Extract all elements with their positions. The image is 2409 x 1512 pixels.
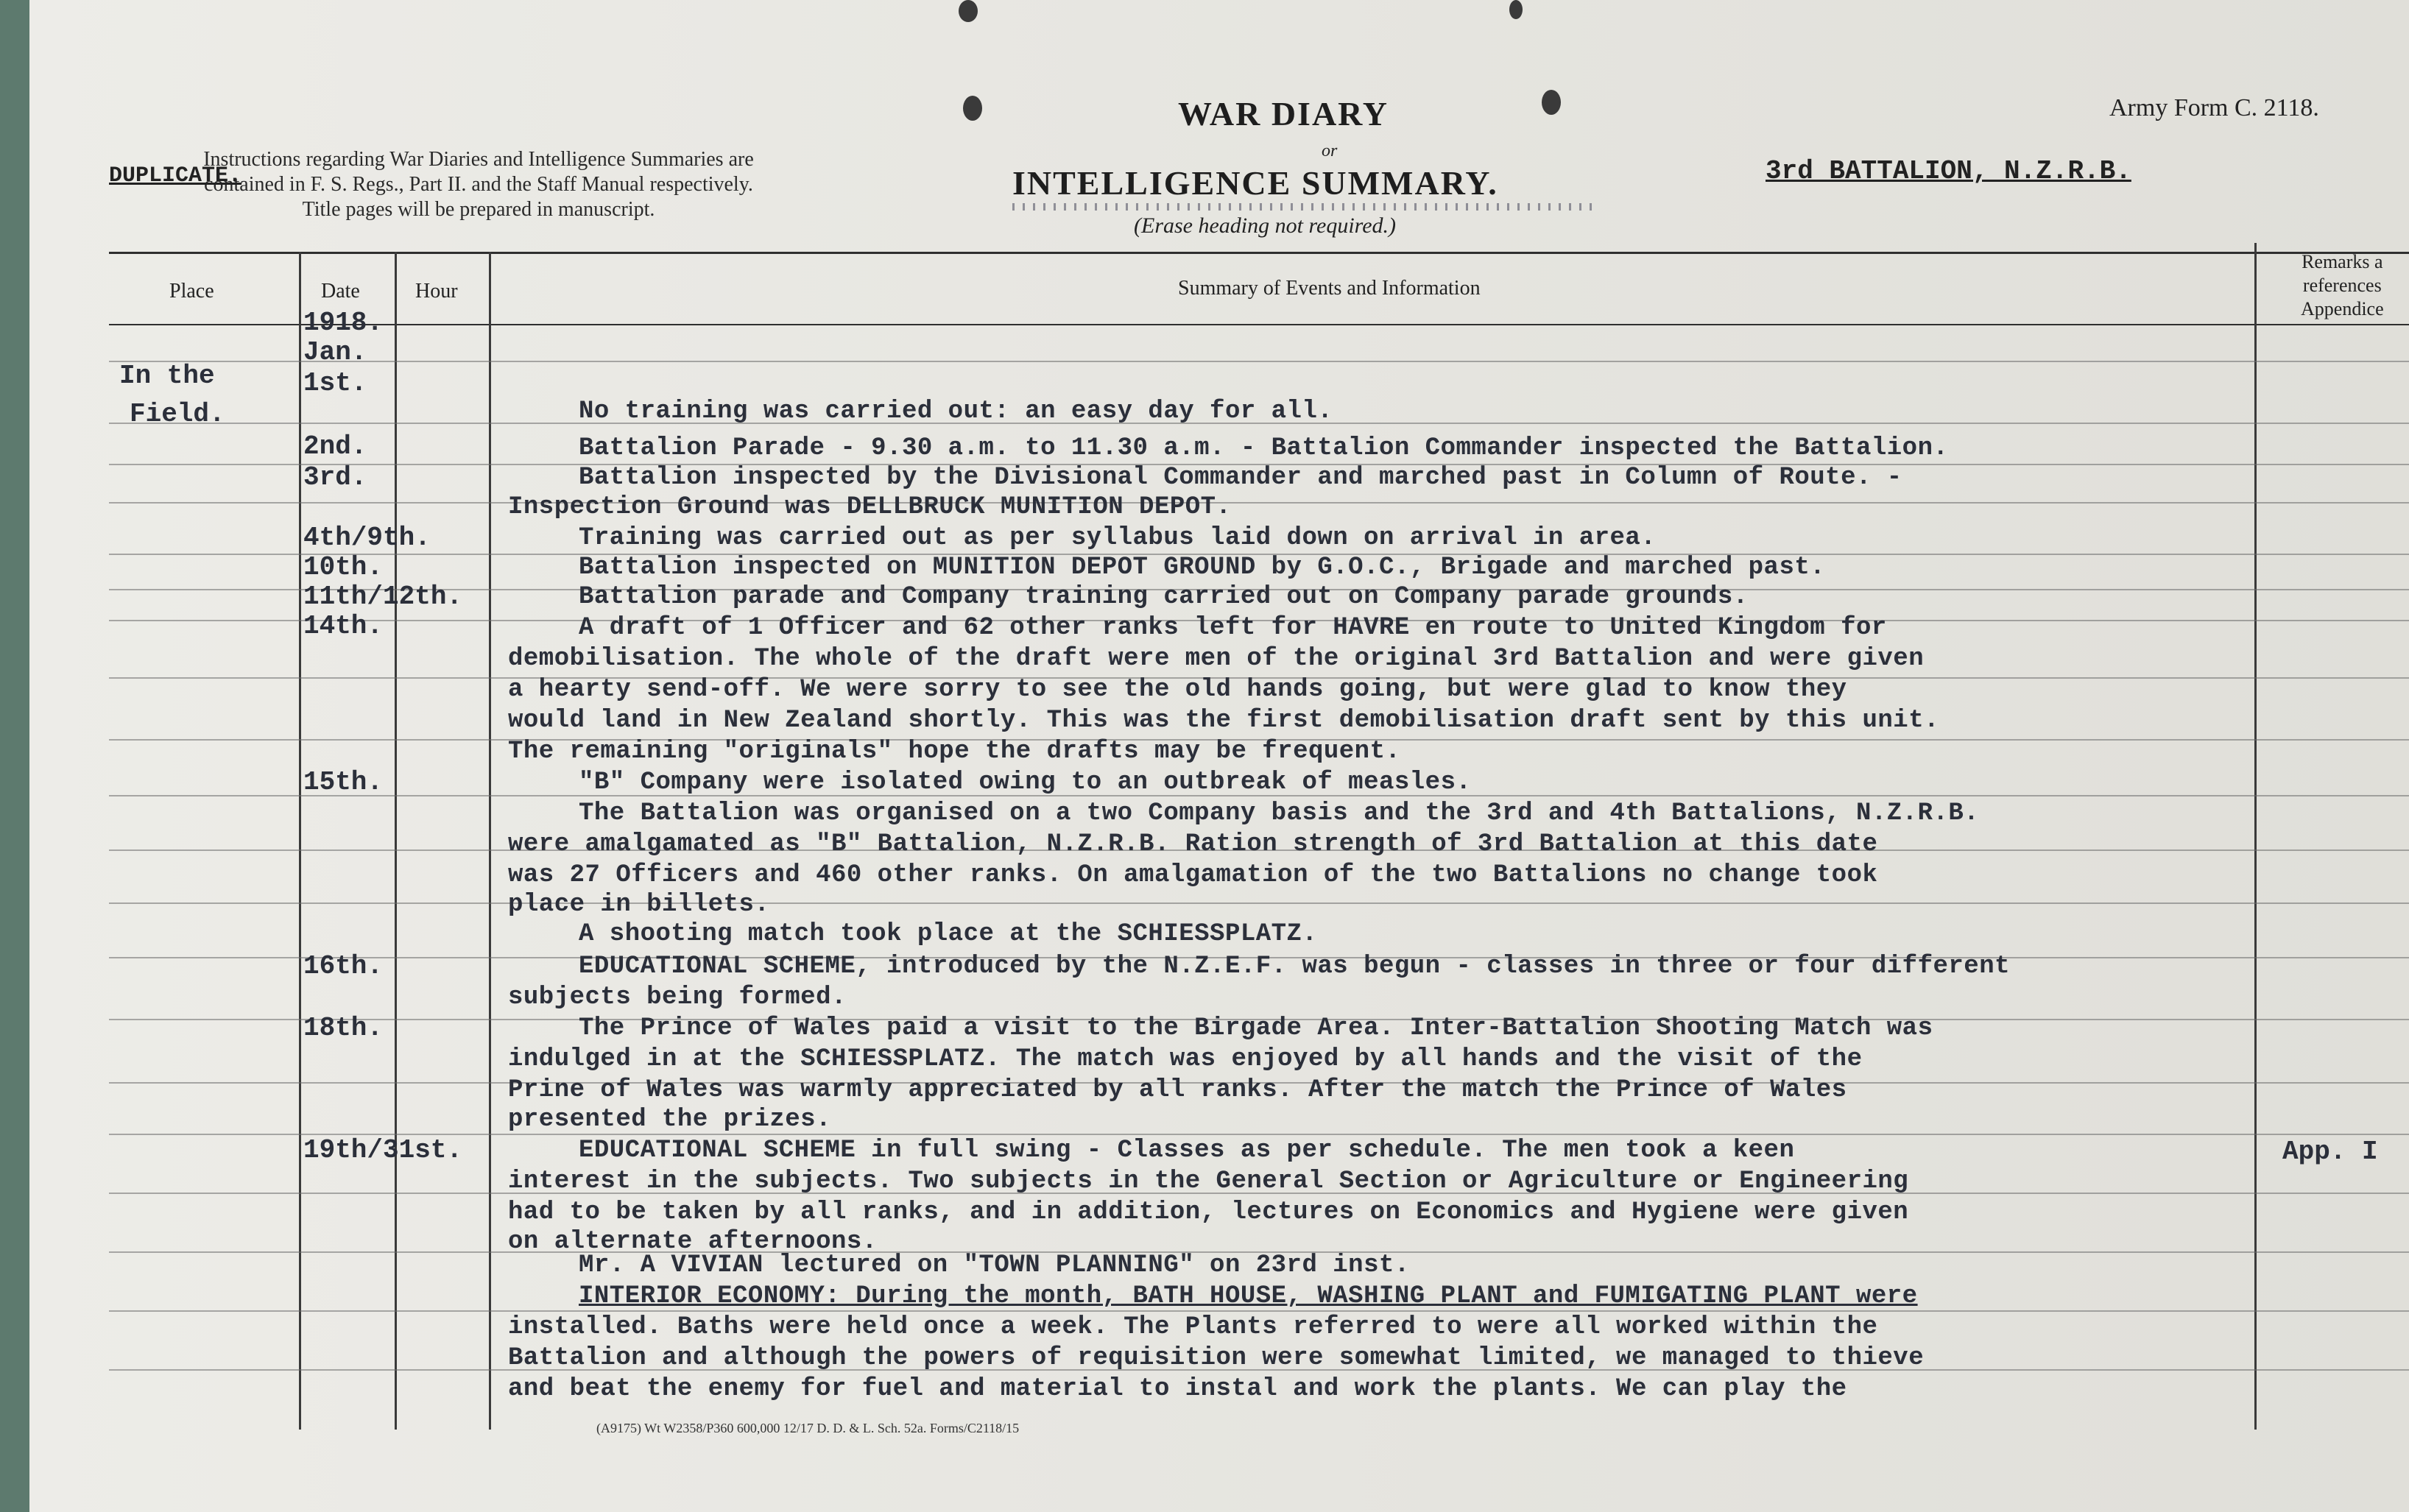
punch-hole: [1542, 90, 1561, 115]
diary-line: Battalion and although the powers of requisition were somewhat limited, we managed to thieve: [508, 1344, 1925, 1372]
date-entry: 11th/12th.: [303, 582, 463, 612]
table-top-rule: [109, 252, 2409, 254]
diary-line: The Battalion was organised on a two Company basis and the 3rd and 4th Battalions, N.Z.R.B.: [579, 799, 1980, 827]
diary-line: on alternate afternoons.: [508, 1228, 878, 1256]
typed-strikeout: [1012, 203, 1594, 211]
place-entry: Field.: [130, 399, 225, 429]
diary-line: A shooting match took place at the SCHIESSPLATZ.: [579, 920, 1318, 948]
remarks-header-line: Appendice: [2301, 298, 2384, 319]
date-entry: 3rd.: [303, 462, 367, 492]
diary-line: installed. Baths were held once a week. The Plants referred to were all worked within the: [508, 1313, 1878, 1341]
diary-line: Prine of Wales was warmly appreciated by all ranks. After the match the Prince of Wales: [508, 1076, 1847, 1104]
date-entry: 10th.: [303, 552, 384, 582]
army-form-number: Army Form C. 2118.: [2109, 94, 2319, 121]
instructions-text: Instructions regarding War Diaries and Intelligence Summaries are contained in F. S. Regs., Part II. and the Staff Manual respectively. Title pages will be prepared in manuscript.: [203, 148, 754, 221]
date-entry: 18th.: [303, 1013, 384, 1043]
ruled-line: [109, 502, 2409, 504]
diary-line: EDUCATIONAL SCHEME in full swing - Classes as per schedule. The men took a keen: [579, 1137, 1795, 1165]
column-header-summary: Summary of Events and Information: [1178, 277, 1481, 300]
form-title-intelligence-summary: INTELLIGENCE SUMMARY.: [1012, 164, 1498, 202]
remarks-header-line: Remarks a: [2302, 251, 2383, 272]
punch-hole: [1509, 0, 1523, 19]
diary-line: indulged in at the SCHIESSPLATZ. The match was enjoyed by all hands and the visit of the: [508, 1045, 1863, 1073]
erase-heading-note: (Erase heading not required.): [1134, 213, 1397, 238]
ruled-line: [109, 1310, 2409, 1312]
diary-line: presented the prizes.: [508, 1106, 831, 1134]
diary-line: had to be taken by all ranks, and in addition, lectures on Economics and Hygiene were given: [508, 1198, 1909, 1226]
ruled-line: [109, 902, 2409, 904]
diary-line: Battalion Parade - 9.30 a.m. to 11.30 a.m. - Battalion Commander inspected the Battalion.: [579, 434, 1949, 462]
diary-line: a hearty send-off. We were sorry to see the old hands going, but were glad to know they: [508, 676, 1847, 704]
punch-hole: [959, 0, 978, 22]
hour-summary-divider: [489, 252, 491, 1430]
diary-line: demobilisation. The whole of the draft were men of the original 3rd Battalion and were given: [508, 645, 1925, 673]
column-header-hour: Hour: [415, 280, 458, 303]
diary-line: "B" Company were isolated owing to an outbreak of measles.: [579, 769, 1472, 796]
diary-line: Battalion inspected on MUNITION DEPOT GROUND by G.O.C., Brigade and marched past.: [579, 554, 1826, 582]
form-imprint: (A9175) Wt W2358/P360 600,000 12/17 D. D. & L. Sch. 52a. Forms/C2118/15: [596, 1421, 1020, 1435]
punch-hole: [963, 96, 982, 121]
place-date-divider: [299, 252, 301, 1430]
header-bottom-rule: [109, 324, 2409, 325]
diary-line: were amalgamated as "B" Battalion, N.Z.R.B. Ration strength of 3rd Battalion at this date: [508, 830, 1878, 858]
date-entry: 1st.: [303, 368, 367, 398]
form-title-war-diary: WAR DIARY: [1178, 95, 1389, 133]
column-header-date: Date: [321, 280, 360, 303]
date-entry: 2nd.: [303, 431, 367, 462]
place-entry: In the: [119, 361, 215, 391]
diary-line: Training was carried out as per syllabus laid down on arrival in area.: [579, 524, 1657, 552]
date-entry: Jan.: [303, 337, 367, 367]
column-header-remarks: [2301, 250, 2384, 321]
remarks-appendix-ref: App. I: [2282, 1137, 2378, 1167]
diary-line: A draft of 1 Officer and 62 other ranks left for HAVRE en route to United Kingdom for: [579, 614, 1887, 642]
diary-line: The remaining "originals" hope the drafts may be frequent.: [508, 738, 1401, 766]
diary-line: EDUCATIONAL SCHEME, introduced by the N.Z.E.F. was begun - classes in three or four different: [579, 953, 2011, 981]
diary-line: Battalion parade and Company training carried out on Company parade grounds.: [579, 583, 1749, 611]
diary-line: and beat the enemy for fuel and material to instal and work the plants. We can play the: [508, 1375, 1847, 1403]
diary-line: No training was carried out: an easy day for all.: [579, 398, 1333, 425]
diary-sheet: [29, 0, 2409, 1512]
date-entry: 4th/9th.: [303, 523, 431, 553]
diary-line: INTERIOR ECONOMY: During the month, BATH HOUSE, WASHING PLANT and FUMIGATING PLANT were: [579, 1282, 1918, 1310]
diary-line: place in billets.: [508, 891, 770, 919]
diary-line: was 27 Officers and 460 other ranks. On amalgamation of the two Battalions no change took: [508, 861, 1878, 889]
remarks-header-line: references: [2302, 275, 2382, 296]
date-entry: 16th.: [303, 951, 384, 981]
form-title-or: or: [1322, 141, 1338, 160]
diary-line: Battalion inspected by the Divisional Commander and marched past in Column of Route. -: [579, 464, 1902, 492]
column-header-place: Place: [169, 280, 214, 303]
date-entry: 15th.: [303, 767, 384, 797]
diary-line: Inspection Ground was DELLBRUCK MUNITION DEPOT.: [508, 493, 1232, 521]
date-entry: 19th/31st.: [303, 1135, 463, 1165]
diary-line: subjects being formed.: [508, 983, 847, 1011]
date-entry: 14th.: [303, 611, 384, 641]
unit-name: 3rd BATTALION, N.Z.R.B.: [1766, 156, 2131, 186]
ruled-line: [109, 361, 2409, 362]
diary-line: would land in New Zealand shortly. This was the first demobilisation draft sent by this unit.: [508, 707, 1940, 735]
diary-line: The Prince of Wales paid a visit to the Birgade Area. Inter-Battalion Shooting Match was: [579, 1014, 1933, 1042]
duplicate-stamp: DUPLICATE.: [109, 163, 242, 188]
diary-line: interest in the subjects. Two subjects in the General Section or Agriculture or Engineering: [508, 1167, 1909, 1195]
date-hour-divider: [395, 252, 397, 1430]
diary-line: Mr. A VIVIAN lectured on "TOWN PLANNING" on 23rd inst.: [579, 1251, 1410, 1279]
date-entry: 1918.: [303, 308, 384, 338]
